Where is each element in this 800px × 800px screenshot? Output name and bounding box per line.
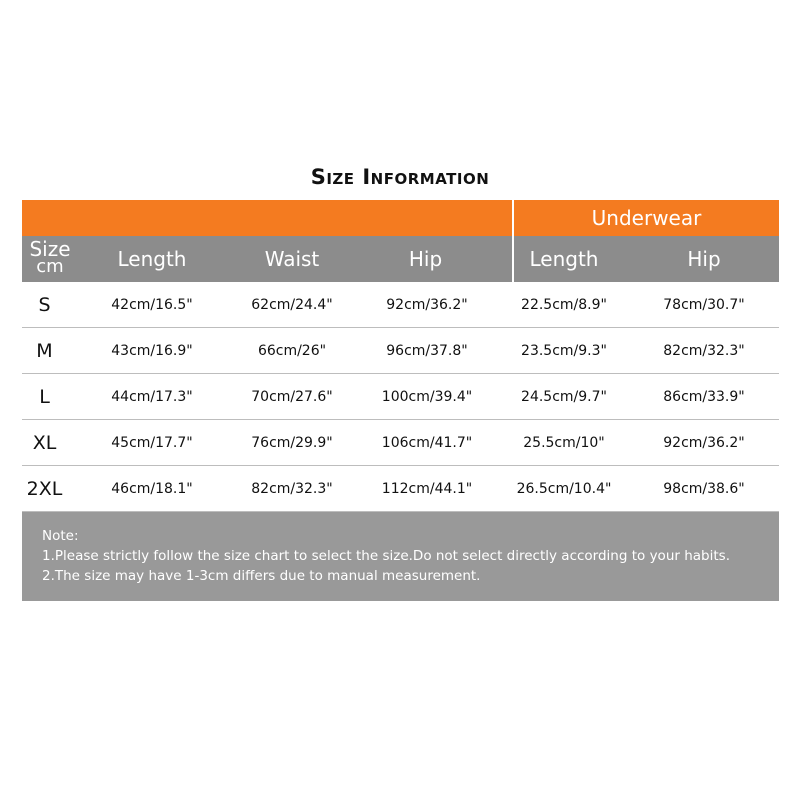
table-cell: 25.5cm/10" [523,435,605,451]
table-cell: 98cm/38.6" [663,481,745,497]
note-line: 1.Please strictly follow the size chart to select the size.Do not select directly according to your habits. [42,548,730,564]
table-row [22,329,779,374]
table-cell: 106cm/41.7" [381,435,473,451]
size-label: Size [29,237,71,261]
table-cell: 22.5cm/8.9" [521,297,607,313]
table-cell: 76cm/29.9" [251,435,333,451]
table-cell: 92cm/36.2" [386,297,468,313]
size-column-header [22,237,78,277]
note-box [22,512,779,601]
unit-label: cm [36,256,64,277]
table-cell: 66cm/26" [257,343,327,359]
size-cell: XL [32,432,57,454]
note-line: 2.The size may have 1-3cm differs due to manual measurement. [42,568,481,584]
size-cell: L [39,386,50,408]
table-cell: 96cm/37.8" [386,343,468,359]
size-cell: S [38,294,51,316]
table-cell: 26.5cm/10.4" [516,481,612,497]
table-column-header [22,236,779,282]
table-cell: 82cm/32.3" [251,481,333,497]
size-cell: M [36,340,53,362]
table-cell: 100cm/39.4" [381,389,473,405]
size-cell: 2XL [26,478,63,500]
table-cell: 46cm/18.1" [111,481,193,497]
table-cell: 92cm/36.2" [663,435,745,451]
table-cell: 86cm/33.9" [663,389,745,405]
table-cell: 23.5cm/9.3" [521,343,607,359]
column-header-underwear-hip: Hip [687,247,721,271]
table-cell: 43cm/16.9" [111,343,193,359]
table-cell: 42cm/16.5" [111,297,193,313]
table-cell: 24.5cm/9.7" [521,389,607,405]
column-header-underwear-length: Length [529,247,599,271]
table-row [22,467,779,512]
table-row [22,283,779,328]
table-cell: 62cm/24.4" [251,297,333,313]
table-group-header [22,200,779,236]
column-header-hip: Hip [408,247,443,271]
table-cell: 78cm/30.7" [663,297,745,313]
table-cell: 45cm/17.7" [111,435,193,451]
table-row [22,375,779,420]
table-cell: 112cm/44.1" [381,481,473,497]
column-header-length: Length [117,247,187,271]
table-cell: 44cm/17.3" [111,389,193,405]
table-cell: 82cm/32.3" [663,343,745,359]
note-heading: Note: [42,528,79,544]
table-cell: 70cm/27.6" [251,389,333,405]
table-row [22,421,779,466]
underwear-group-label: Underwear [591,206,702,230]
page-title: Size Information [310,165,490,189]
column-header-waist: Waist [264,247,320,271]
